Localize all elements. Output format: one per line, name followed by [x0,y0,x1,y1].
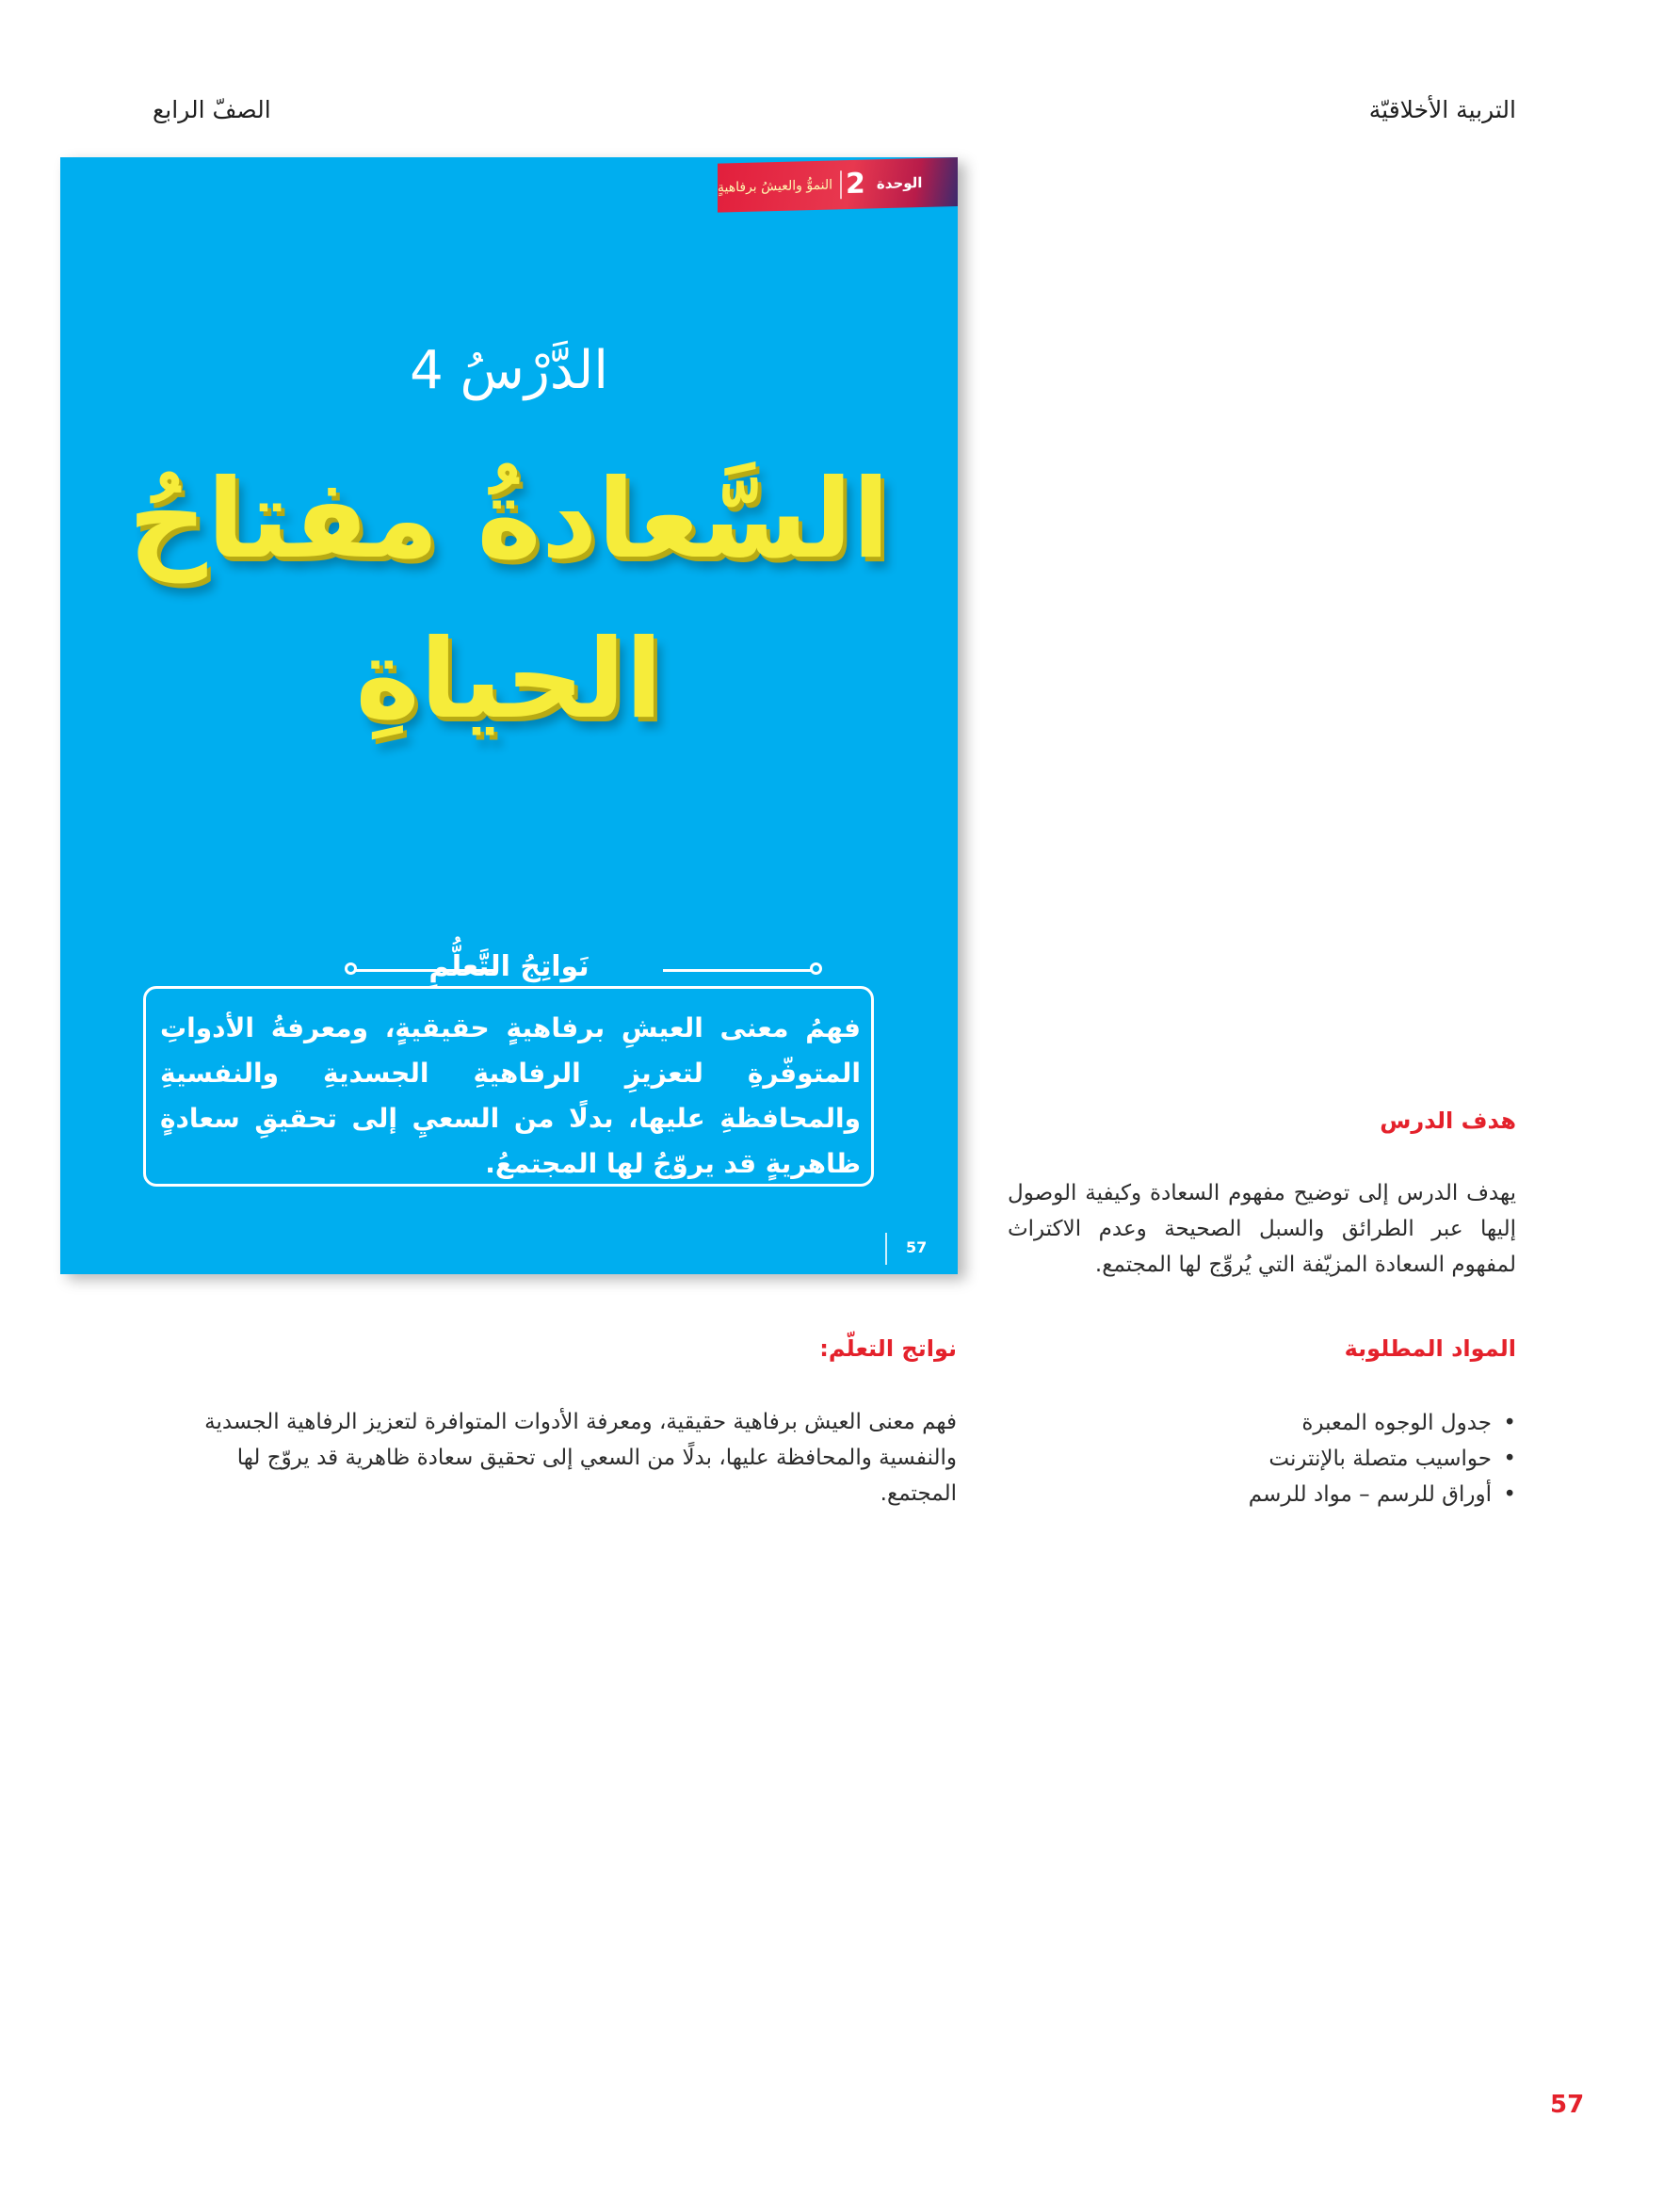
materials-list [1102,1405,1516,1512]
unit-label: الوحدة [876,173,923,193]
book-page-preview [60,157,958,1274]
lesson-goal-heading: هدف الدرس [1380,1108,1516,1134]
list-item: • حواسيب متصلة بالإنترنت [1102,1441,1516,1477]
learning-outcomes-heading: نواتج التعلّم: [819,1335,957,1362]
materials-heading: المواد المطلوبة [1344,1335,1516,1362]
list-item: • جدول الوجوه المعبرة [1102,1405,1516,1441]
lesson-title [60,440,958,760]
lesson-goal-text: يهدف الدرس إلى توضيح مفهوم السعادة وكيفية الوصول إليها عبر الطرائق والسبل الصحيحة وعدم الاكتراث لمفهوم السعادة المزيّفة التي يُروِّج لها المجتمع. [1008,1181,1516,1277]
unit-number: 2 [840,170,869,199]
subject-title: التربية الأخلاقيّة [1368,96,1516,123]
outcomes-heading: نَواتِجُ التَّعلُّمِ [428,950,590,983]
grade-title: الصفّ الرابع [153,96,271,123]
lesson-title-line2: الحياةِ [355,616,663,743]
page-number-divider [885,1233,887,1265]
book-page-number: 57 [906,1238,928,1256]
unit-name: النموُّ والعيشُ برفاهيةٍ [718,177,833,196]
lesson-number: الدَّرْسُ 4 [410,340,608,401]
unit-ribbon [718,157,958,213]
outcomes-body: فهمُ معنى العيشِ برفاهيةٍ حقيقيةٍ، ومعرفةُ الأدواتِ المتوفّرةِ لتعزيزِ الرفاهيةِ الجسديةِ والنفسيةِ والمحافظةِ عليها، بدلًا من السعيِ إلى تحقيقِ سعادةٍ ظاهريةٍ قد يروّجُ لها المجتمعُ. [160,1012,861,1179]
lesson-title-line1: السَّعادةُ مفتاحُ [128,456,890,583]
page-number: 57 [1550,2091,1585,2119]
list-item: • أوراق للرسم – مواد للرسم [1102,1477,1516,1512]
learning-outcomes-text: فهم معنى العيش برفاهية حقيقية، ومعرفة الأدوات المتوافرة لتعزيز الرفاهية الجسدية والنفسية والمحافظة عليها، بدلًا من السعي إلى تحقيق سعادة ظاهرية قد يروّج لها المجتمع. [204,1410,957,1506]
